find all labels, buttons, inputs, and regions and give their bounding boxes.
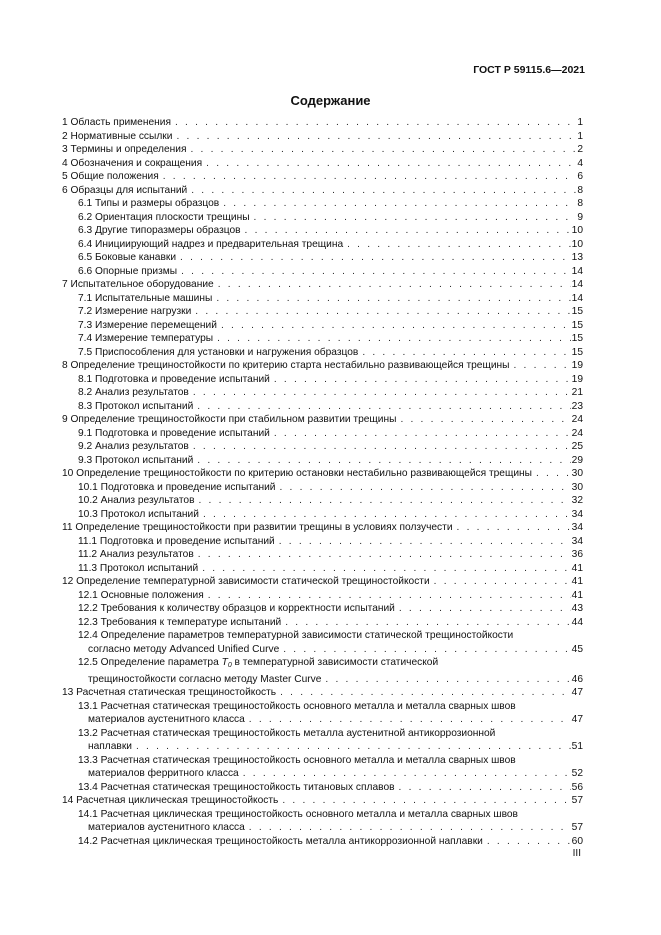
toc-subentry[interactable]: 12.2 Требования к количеству образцов и корректности испытаний . . . 43 xyxy=(62,602,583,616)
toc-subentry[interactable]: 8.2 Анализ результатов . . . 21 xyxy=(62,386,583,400)
toc-entry[interactable]: 12 Определение температурной зависимости статической трещиностойкости . . . 41 xyxy=(62,575,583,589)
toc-subentry[interactable]: 10.2 Анализ результатов . . . 32 xyxy=(62,494,583,508)
toc-subentry[interactable]: 10.3 Протокол испытаний . . . 34 xyxy=(62,508,583,522)
document-code: ГОСТ Р 59115.6—2021 xyxy=(473,64,585,76)
toc-subentry[interactable]: 6.2 Ориентация плоскости трещины . . . 9 xyxy=(62,211,583,225)
toc-entry[interactable]: 13 Расчетная статическая трещиностойкость . . . 47 xyxy=(62,686,583,700)
toc-subentry[interactable]: 7.2 Измерение нагрузки . . . 15 xyxy=(62,305,583,319)
toc-subentry-multiline[interactable]: 13.2 Расчетная статическая трещиностойкость металла аустенитной антикоррозионной наплавки . . . 51 xyxy=(62,727,583,754)
toc-entry[interactable]: 7 Испытательное оборудование . . . 14 xyxy=(62,278,583,292)
toc-subentry[interactable]: 6.5 Боковые канавки . . . 13 xyxy=(62,251,583,265)
table-of-contents xyxy=(62,116,583,848)
toc-subentry[interactable]: 7.5 Приспособления для установки и нагружения образцов . . . 15 xyxy=(62,346,583,360)
toc-subentry[interactable]: 8.3 Протокол испытаний . . . 23 xyxy=(62,400,583,414)
toc-subentry[interactable]: 12.1 Основные положения . . . 41 xyxy=(62,589,583,603)
page-number: III xyxy=(572,848,581,859)
toc-subentry[interactable]: 13.4 Расчетная статическая трещиностойкость титановых сплавов . . . 56 xyxy=(62,781,583,795)
toc-subentry[interactable]: 6.6 Опорные призмы . . . 14 xyxy=(62,265,583,279)
toc-entry[interactable]: 1 Область применения . . . 1 xyxy=(62,116,583,130)
toc-entry[interactable]: 10 Определение трещиностойкости по критерию остановки нестабильно развивающейся трещины . . . 30 xyxy=(62,467,583,481)
toc-subentry-multiline[interactable]: 12.4 Определение параметров температурной зависимости статической трещиностойкости согласно методу Advanced Unified Curve . . . 45 xyxy=(62,629,583,656)
toc-subentry[interactable]: 14.2 Расчетная циклическая трещиностойкость металла антикоррозионной наплавки . . . 60 xyxy=(62,835,583,849)
toc-subentry[interactable]: 9.1 Подготовка и проведение испытаний . . . 24 xyxy=(62,427,583,441)
toc-subentry[interactable]: 11.2 Анализ результатов . . . 36 xyxy=(62,548,583,562)
toc-subentry[interactable]: 6.1 Типы и размеры образцов . . . 8 xyxy=(62,197,583,211)
toc-title: Содержание xyxy=(290,93,371,108)
toc-entry[interactable]: 9 Определение трещиностойкости при стабильном развитии трещины . . . 24 xyxy=(62,413,583,427)
toc-subentry-multiline[interactable]: 14.1 Расчетная циклическая трещиностойкость основного металла и металла сварных швов материалов аустенитного класса . . . 57 xyxy=(62,808,583,835)
toc-subentry[interactable]: 9.2 Анализ результатов . . . 25 xyxy=(62,440,583,454)
toc-entry[interactable]: 2 Нормативные ссылки . . . 1 xyxy=(62,130,583,144)
symbol-t0: $T_0$ xyxy=(221,657,232,669)
toc-subentry[interactable]: 7.1 Испытательные машины . . . 14 xyxy=(62,292,583,306)
toc-entry[interactable]: 3 Термины и определения . . . 2 xyxy=(62,143,583,157)
toc-subentry[interactable]: 6.3 Другие типоразмеры образцов . . . 10 xyxy=(62,224,583,238)
toc-entry[interactable]: 6 Образцы для испытаний . . . 8 xyxy=(62,184,583,198)
toc-subentry[interactable]: 9.3 Протокол испытаний . . . 29 xyxy=(62,454,583,468)
toc-entry[interactable]: 11 Определение трещиностойкости при развитии трещины в условиях ползучести . . . 34 xyxy=(62,521,583,535)
toc-subentry-multiline[interactable]: 12.5 Определение параметра $T_0$ в температурной зависимости статической трещиностойкости согласно методу Master Curve . . . 46 xyxy=(62,656,583,686)
toc-entry[interactable]: 4 Обозначения и сокращения . . . 4 xyxy=(62,157,583,171)
toc-subentry[interactable]: 11.1 Подготовка и проведение испытаний . . . 34 xyxy=(62,535,583,549)
toc-subentry-multiline[interactable]: 13.3 Расчетная статическая трещиностойкость основного металла и металла сварных швов материалов ферритного класса . . . 52 xyxy=(62,754,583,781)
toc-subentry[interactable]: 12.3 Требования к температуре испытаний . . . 44 xyxy=(62,616,583,630)
toc-entry[interactable]: 8 Определение трещиностойкости по критерию старта нестабильно развивающейся трещины . . . 19 xyxy=(62,359,583,373)
toc-entry[interactable]: 5 Общие положения . . . 6 xyxy=(62,170,583,184)
toc-subentry[interactable]: 10.1 Подготовка и проведение испытаний . . . 30 xyxy=(62,481,583,495)
toc-entry[interactable]: 14 Расчетная циклическая трещиностойкость . . . 57 xyxy=(62,794,583,808)
toc-subentry-multiline[interactable]: 13.1 Расчетная статическая трещиностойкость основного металла и металла сварных швов материалов аустенитного класса . . . 47 xyxy=(62,700,583,727)
toc-subentry[interactable]: 6.4 Инициирующий надрез и предварительная трещина . . . 10 xyxy=(62,238,583,252)
toc-subentry[interactable]: 7.3 Измерение перемещений . . . 15 xyxy=(62,319,583,333)
toc-subentry[interactable]: 11.3 Протокол испытаний . . . 41 xyxy=(62,562,583,576)
toc-subentry[interactable]: 7.4 Измерение температуры . . . 15 xyxy=(62,332,583,346)
toc-subentry[interactable]: 8.1 Подготовка и проведение испытаний . . . 19 xyxy=(62,373,583,387)
